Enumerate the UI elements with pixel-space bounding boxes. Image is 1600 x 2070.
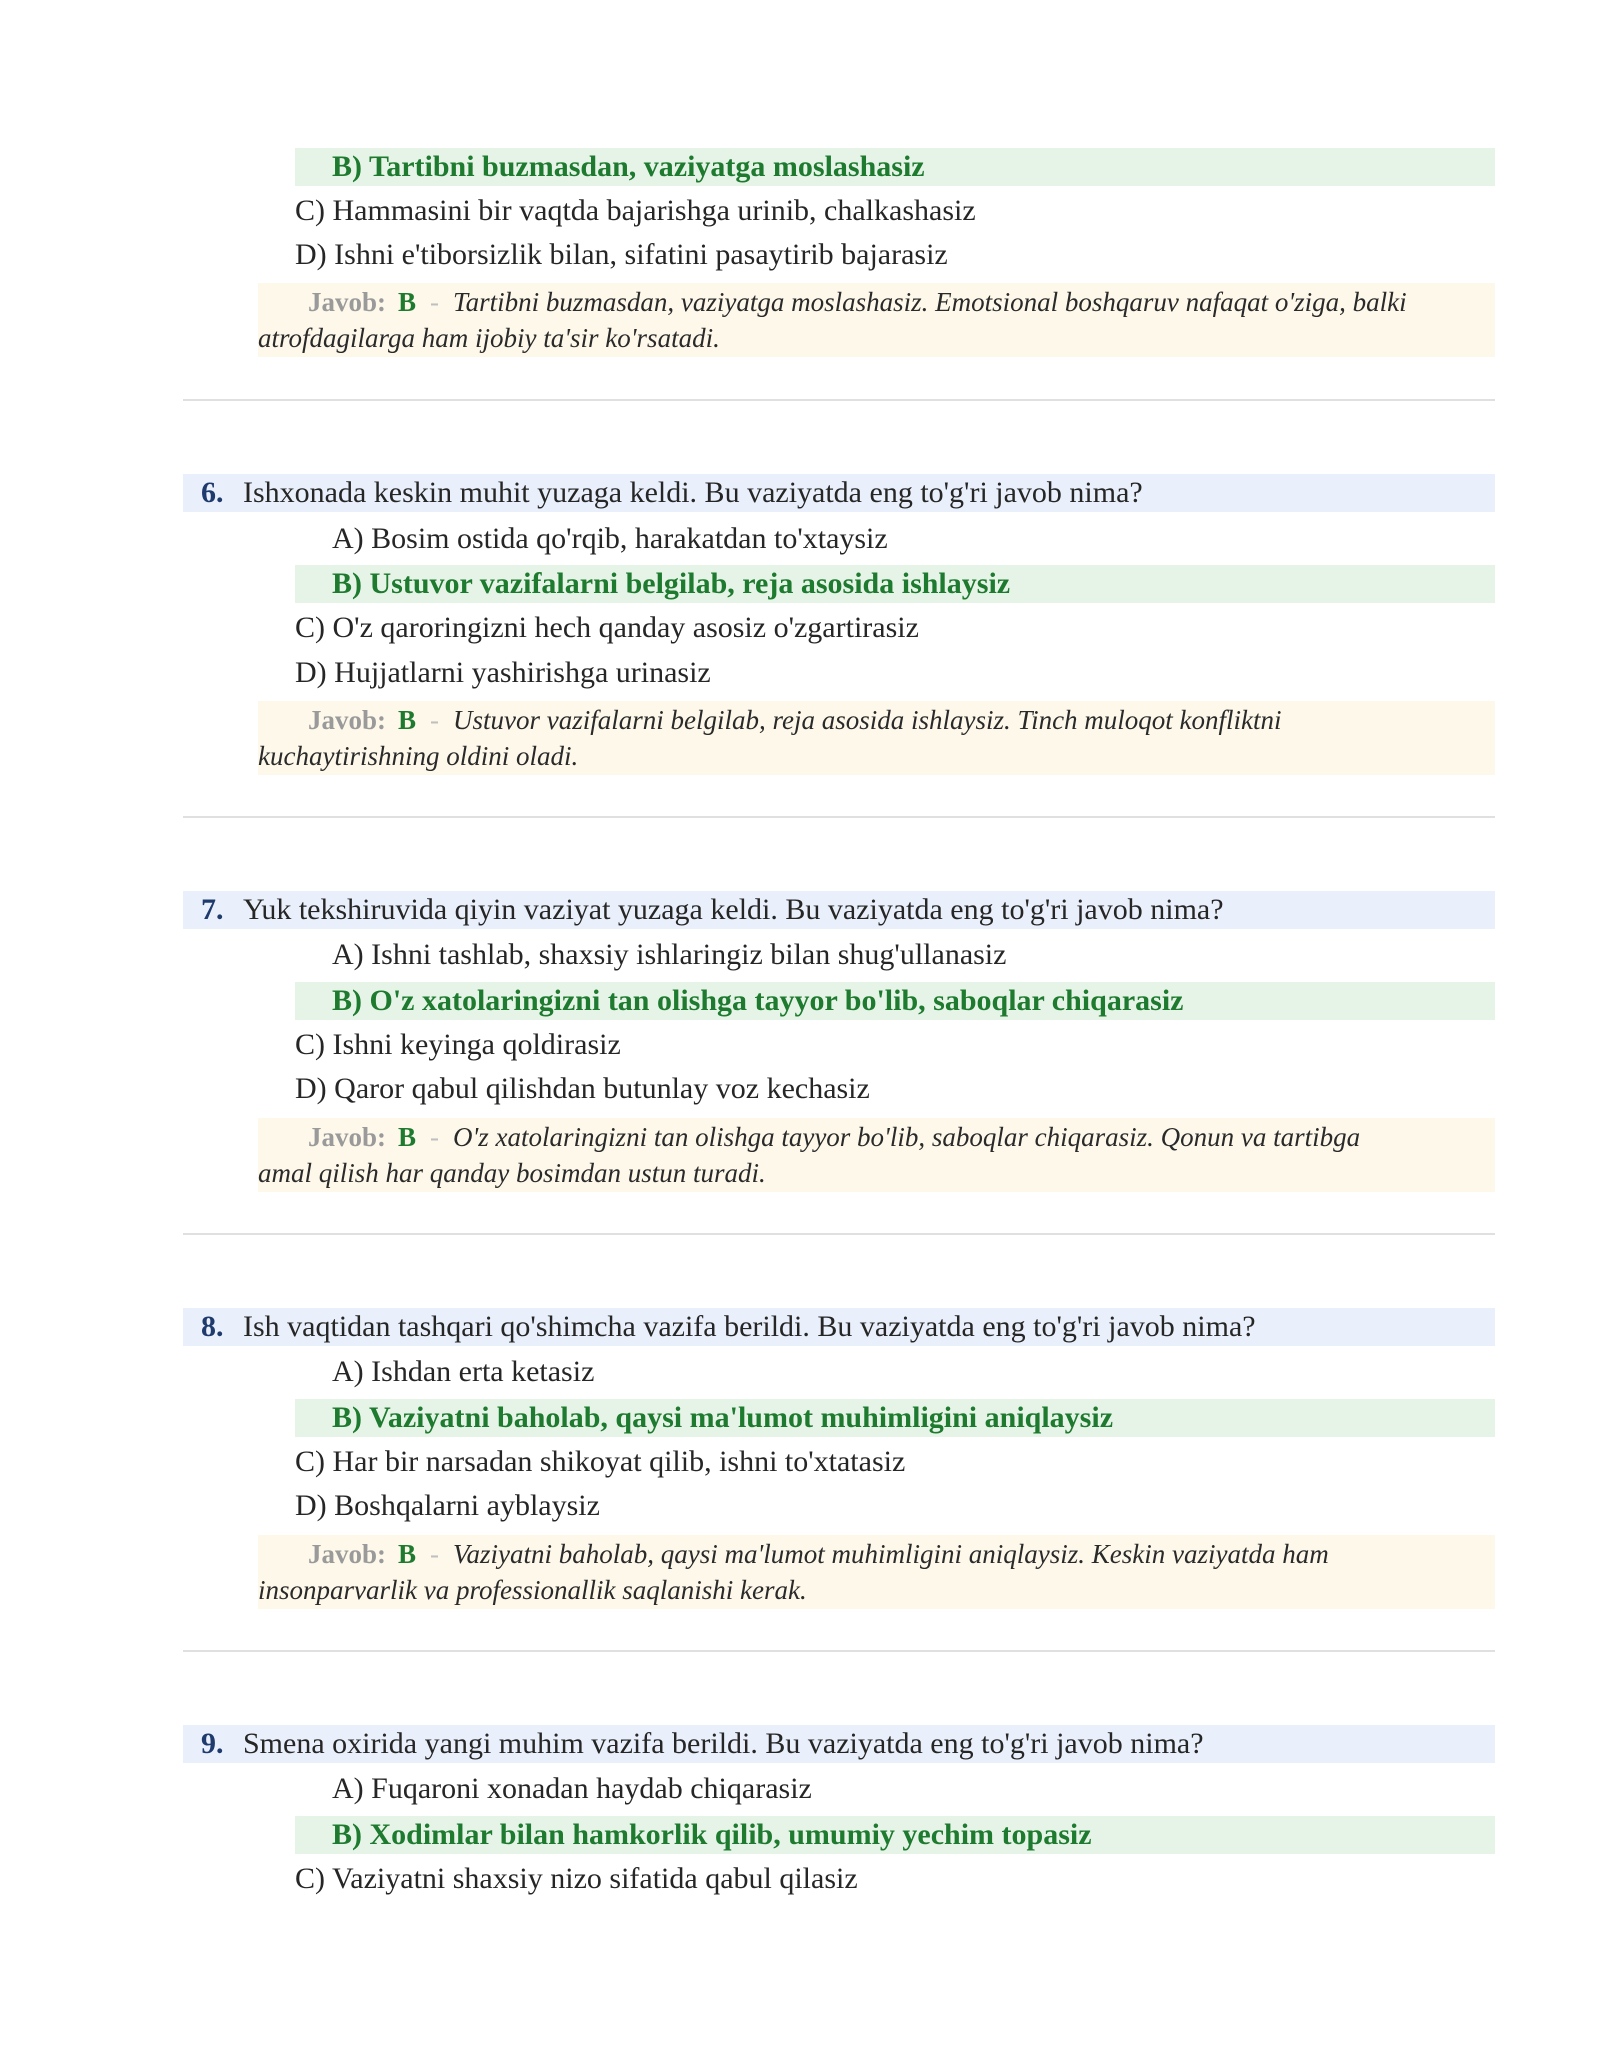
q6-option-c: C) O'z qaroringizni hech qanday asosiz o'zgartirasiz bbox=[295, 611, 919, 644]
q7-option-c: C) Ishni keyinga qoldirasiz bbox=[295, 1028, 621, 1061]
q8-number: 8. bbox=[201, 1310, 224, 1343]
q9-number: 9. bbox=[201, 1727, 224, 1760]
q6-option-b-correct bbox=[295, 565, 1495, 603]
q8-option-d: D) Boshqalarni ayblaysiz bbox=[295, 1489, 600, 1522]
q5-answer-explanation-line1: Tartibni buzmasdan, vaziyatga moslashasiz. Emotsional boshqaruv nafaqat o'ziga, balki bbox=[453, 287, 1407, 317]
q5-option-c: C) Hammasini bir vaqtda bajarishga urinib, chalkashasiz bbox=[295, 194, 976, 227]
q5-answer-box bbox=[258, 283, 1495, 357]
q6-answer-box bbox=[258, 701, 1495, 775]
q7-question-text: Yuk tekshiruvida qiyin vaziyat yuzaga keldi. Bu vaziyatda eng to'g'ri javob nima? bbox=[243, 893, 1224, 926]
divider bbox=[183, 1233, 1495, 1235]
q6-question bbox=[183, 474, 1495, 512]
q9-option-b-correct bbox=[295, 1816, 1495, 1854]
q8-option-c: C) Har bir narsadan shikoyat qilib, ishni to'xtatasiz bbox=[295, 1445, 906, 1478]
q6-option-a: A) Bosim ostida qo'rqib, harakatdan to'xtaysiz bbox=[332, 522, 888, 555]
q7-option-a: A) Ishni tashlab, shaxsiy ishlaringiz bilan shug'ullanasiz bbox=[332, 938, 1007, 971]
q8-answer-explanation-line2: insonparvarlik va professionallik saqlanishi kerak. bbox=[258, 1575, 807, 1605]
q6-number: 6. bbox=[201, 476, 224, 509]
q6-option-d: D) Hujjatlarni yashirishga urinasiz bbox=[295, 656, 711, 689]
q7-number: 7. bbox=[201, 893, 224, 926]
q5-answer-explanation-line2: atrofdagilarga ham ijobiy ta'sir ko'rsatadi. bbox=[258, 323, 720, 353]
q8-option-b-correct bbox=[295, 1399, 1495, 1437]
q9-question bbox=[183, 1725, 1495, 1763]
q8-option-a: A) Ishdan erta ketasiz bbox=[332, 1355, 595, 1388]
q7-option-b-correct bbox=[295, 982, 1495, 1020]
q8-option-b-text: B) Vaziyatni baholab, qaysi ma'lumot muhimligini aniqlaysiz bbox=[332, 1401, 1114, 1434]
q8-answer-label: Javob: bbox=[308, 1539, 387, 1569]
q8-answer-letter: B bbox=[398, 1539, 417, 1569]
q6-answer-explanation-line1: Ustuvor vazifalarni belgilab, reja asosida ishlaysiz. Tinch muloqot konfliktni bbox=[453, 705, 1282, 735]
q8-answer-explanation-line1: Vaziyatni baholab, qaysi ma'lumot muhimligini aniqlaysiz. Keskin vaziyatda ham bbox=[453, 1539, 1329, 1569]
q9-option-c: C) Vaziyatni shaxsiy nizo sifatida qabul qilasiz bbox=[295, 1862, 858, 1895]
q5-option-d: D) Ishni e'tiborsizlik bilan, sifatini pasaytirib bajarasiz bbox=[295, 238, 948, 271]
q6-question-text: Ishxonada keskin muhit yuzaga keldi. Bu vaziyatda eng to'g'ri javob nima? bbox=[243, 476, 1143, 509]
q6-answer-label: Javob: bbox=[308, 705, 387, 735]
q7-question bbox=[183, 891, 1495, 929]
q5-answer-letter: B bbox=[398, 287, 417, 317]
divider bbox=[183, 816, 1495, 818]
q8-question-text: Ish vaqtidan tashqari qo'shimcha vazifa berildi. Bu vaziyatda eng to'g'ri javob nima? bbox=[243, 1310, 1256, 1343]
q5-option-b-correct bbox=[295, 148, 1495, 186]
q6-option-b-text: B) Ustuvor vazifalarni belgilab, reja asosida ishlaysiz bbox=[332, 567, 1011, 600]
divider bbox=[183, 399, 1495, 401]
q8-question bbox=[183, 1308, 1495, 1346]
q7-option-d: D) Qaror qabul qilishdan butunlay voz kechasiz bbox=[295, 1072, 870, 1105]
divider bbox=[183, 1650, 1495, 1652]
q7-answer-explanation-line1: O'z xatolaringizni tan olishga tayyor bo'lib, saboqlar chiqarasiz. Qonun va tartibga bbox=[453, 1122, 1361, 1152]
q5-answer-label: Javob: bbox=[308, 287, 387, 317]
q7-answer-dash: - bbox=[430, 1122, 440, 1152]
q7-answer-label: Javob: bbox=[308, 1122, 387, 1152]
q9-option-a: A) Fuqaroni xonadan haydab chiqarasiz bbox=[332, 1772, 812, 1805]
q6-answer-dash: - bbox=[430, 705, 440, 735]
q6-answer-letter: B bbox=[398, 705, 417, 735]
q6-answer-explanation-line2: kuchaytirishning oldini oladi. bbox=[258, 741, 579, 771]
q7-answer-letter: B bbox=[398, 1122, 417, 1152]
q8-answer-dash: - bbox=[430, 1539, 440, 1569]
q7-answer-box bbox=[258, 1118, 1495, 1192]
q9-question-text: Smena oxirida yangi muhim vazifa berildi. Bu vaziyatda eng to'g'ri javob nima? bbox=[243, 1727, 1204, 1760]
q7-answer-explanation-line2: amal qilish har qanday bosimdan ustun turadi. bbox=[258, 1158, 766, 1188]
q5-answer-dash: - bbox=[430, 287, 440, 317]
q9-option-b-text: B) Xodimlar bilan hamkorlik qilib, umumiy yechim topasiz bbox=[332, 1818, 1092, 1851]
q7-option-b-text: B) O'z xatolaringizni tan olishga tayyor bo'lib, saboqlar chiqarasiz bbox=[332, 984, 1184, 1017]
q8-answer-box bbox=[258, 1535, 1495, 1609]
q5-option-b-text: B) Tartibni buzmasdan, vaziyatga moslashasiz bbox=[332, 150, 925, 183]
